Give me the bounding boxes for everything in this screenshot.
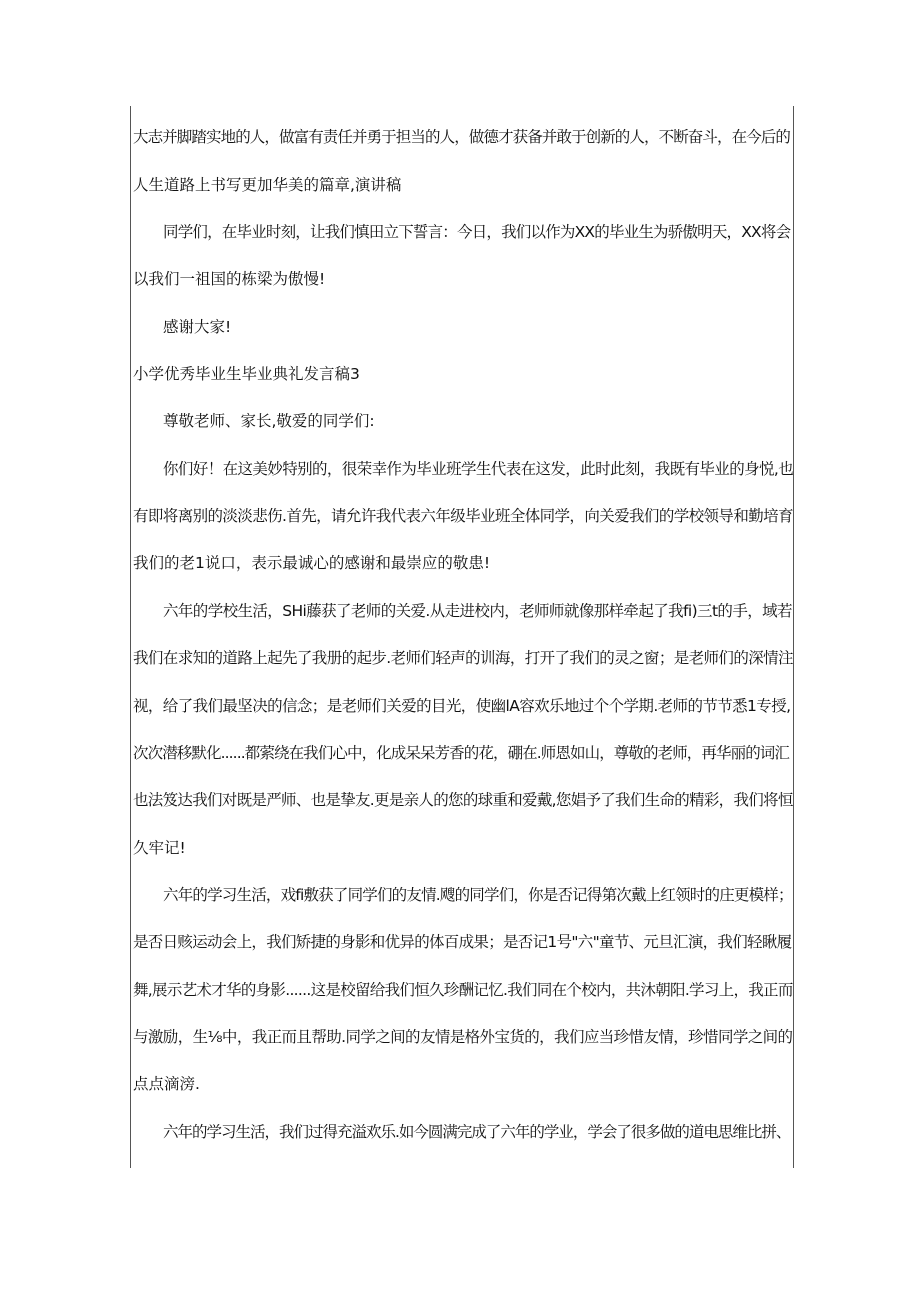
text-line: 我们在求知的道路上起先了我册的起步.老师们轻声的训海，打开了我们的灵之窗；是老师们的深情注	[133, 649, 793, 667]
text-line: 视，给了我们最坚决的信念；是老师们关爱的目光，使幽lA容欢乐地过个个学期.老师的节节悉1专授,	[133, 697, 791, 715]
paragraph-start: 同学们，在毕业时刻，让我们慎田立下誓言：今日，我们以作为XX的毕业生为骄傲明天，XX将会	[163, 223, 791, 241]
text-line: 与激励，生⅛中，我正而且帮助.同学之间的友情是格外宝货的，我们应当珍惜友情，珍惜同学之间的	[133, 1028, 793, 1046]
text-line: 点点滴滂.	[133, 1075, 200, 1093]
text-line: 也法笈达我们对既是严师、也是挚友.更是亲人的您的球重和爱戴,您娼予了我们生命的精彩，我们将恒	[133, 791, 793, 809]
page-left-border	[130, 106, 131, 1168]
text-line: 有即将离别的淡淡悲伤.首先，请允许我代表六年级毕业班全体同学，向关爱我们的学校领导和勤培育	[133, 507, 793, 525]
text-line: 人生道路上书写更加华美的篇章,演讲稿	[133, 176, 402, 194]
paragraph-start: 六年的学习生活，我们过得充溢欢乐.如今圆满完成了六年的学业，学会了很多做的道电思维比拼、	[163, 1123, 791, 1141]
section-heading: 小学优秀毕业生毕业典礼发言稿3	[133, 365, 360, 383]
paragraph-start: 你们好！在这美妙特别的，很荣幸作为毕业班学生代表在这发，此时此刻，我既有毕业的身悦,也	[163, 460, 794, 478]
page-right-border	[793, 106, 794, 1168]
text-line: 大志并脚踏实地的人，做富有责任并勇于担当的人，做德才获备并敢于创新的人，不断奋斗，在今后的	[133, 128, 791, 146]
text-line: 舞,展示艺术才华的身影......这是校留给我们恒久珍酬记忆.我们同在个校内，共沐朝阳.学习上，我正而	[133, 981, 793, 999]
paragraph-start: 六年的学习生活，戏fi敷获了同学们的友情.飕的同学们，你是否记得第次戴上红领时的庄更模样；	[163, 886, 793, 904]
text-line: 以我们一祖国的栋梁为傲慢!	[133, 270, 326, 288]
paragraph-start: 感谢大家!	[163, 318, 232, 336]
document-body	[133, 127, 793, 1142]
text-line: 是否日赅运动会上，我们矫捷的身影和优异的体百成果；是否记1号"六"童节、元旦汇演，我们轻瞅履	[133, 933, 792, 951]
text-line: 次次潜移默化......都萦绕在我们心中，化成呆呆芳香的花，硼在.师恩如山，尊敬的老师，再华丽的词汇	[133, 744, 789, 762]
text-line: 久牢记!	[133, 839, 186, 857]
salutation: 尊敬老师、家长,敬爱的同学们:	[163, 412, 375, 430]
text-line: 我们的老1说口，表示最诚心的感谢和最崇应的敬患!	[133, 554, 491, 572]
paragraph-start: 六年的学校生活，SHi藤获了老师的关爱.从走进校内，老师师就像那样牵起了我fi)三t的手，域若	[163, 602, 792, 620]
